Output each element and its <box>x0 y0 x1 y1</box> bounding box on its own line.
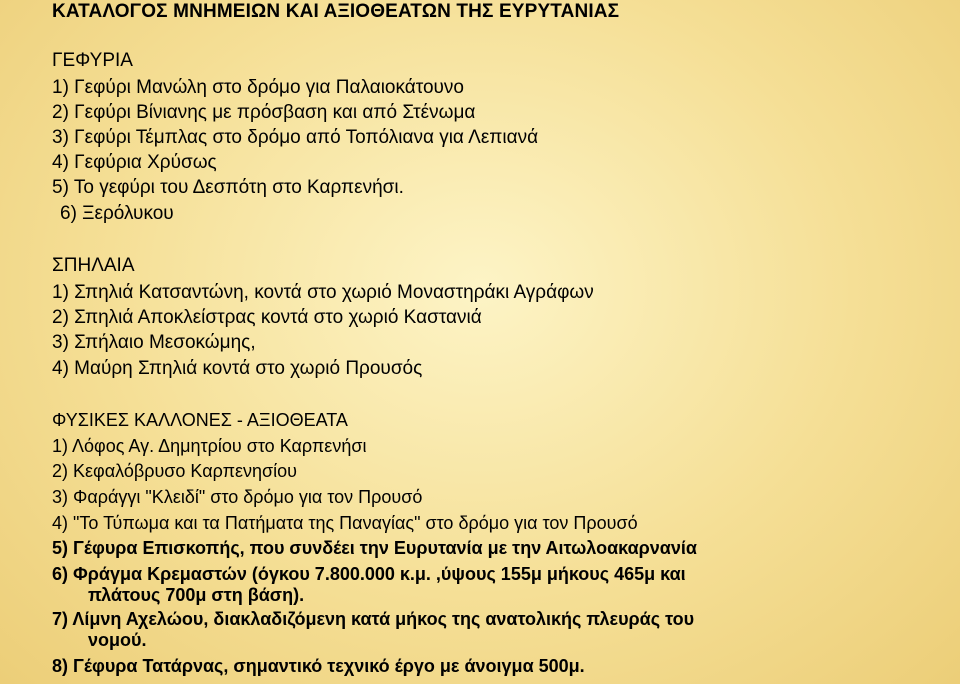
bridge-item-3: 3) Γεφύρι Τέμπλας στο δρόμο από Τοπόλιανα για Λεπιανά <box>52 127 539 148</box>
cave-item-3: 3) Σπήλαιο Μεσοκώμης, <box>52 332 256 353</box>
bridge-item-4: 4) Γεφύρια Χρύσως <box>52 152 217 173</box>
natural-item-7: 7) Λίμνη Αχελώου, διακλαδιζόμενη κατά μήκος της ανατολικής πλευράς του <box>52 609 695 629</box>
natural-item-7-continuation: νομού. <box>88 630 147 650</box>
bridge-item-1: 1) Γεφύρι Μανώλη στο δρόμο για Παλαιοκάτουνο <box>52 77 464 98</box>
natural-item-4: 4) "Το Τύπωμα και τα Πατήματα της Παναγίας" στο δρόμο για τον Προυσό <box>52 513 638 533</box>
bridge-item-6: 6) Ξερόλυκου <box>60 203 174 224</box>
bridge-item-2: 2) Γεφύρι Βίνιανης με πρόσβαση και από Στένωμα <box>52 102 476 123</box>
natural-item-3: 3) Φαράγγι "Κλειδί" στο δρόμο για τον Προυσό <box>52 487 423 507</box>
natural-item-6: 6) Φράγμα Κρεμαστών (όγκου 7.800.000 κ.μ. ,ύψους 155μ μήκους 465μ και <box>52 564 686 584</box>
section-heading-bridges: ΓΕΦΥΡΙΑ <box>52 50 133 71</box>
natural-item-2: 2) Κεφαλόβρυσο Καρπενησίου <box>52 461 298 481</box>
section-heading-caves: ΣΠΗΛΑΙΑ <box>52 255 135 276</box>
natural-item-8: 8) Γέφυρα Τατάρνας, σημαντικό τεχνικό έργο με άνοιγμα 500μ. <box>52 656 585 676</box>
section-heading-natural: ΦΥΣΙΚΕΣ ΚΑΛΛΟΝΕΣ - ΑΞΙΟΘΕΑΤΑ <box>52 410 348 430</box>
cave-item-4: 4) Μαύρη Σπηλιά κοντά στο χωριό Προυσός <box>52 358 423 379</box>
natural-item-6-continuation: πλάτους 700μ στη βάση). <box>88 585 305 605</box>
natural-item-1: 1) Λόφος Αγ. Δημητρίου στο Καρπενήσι <box>52 436 367 456</box>
cave-item-1: 1) Σπηλιά Κατσαντώνη, κοντά στο χωριό Μοναστηράκι Αγράφων <box>52 282 594 303</box>
bridge-item-5: 5) Το γεφύρι του Δεσπότη στο Καρπενήσι. <box>52 177 404 198</box>
page-title: ΚΑΤΑΛΟΓΟΣ ΜΝΗΜΕΙΩΝ ΚΑΙ ΑΞΙΟΘΕΑΤΩΝ ΤΗΣ ΕΥΡΥΤΑΝΙΑΣ <box>52 1 620 22</box>
natural-item-5: 5) Γέφυρα Επισκοπής, που συνδέει την Ευρυτανία με την Αιτωλοακαρνανία <box>52 538 697 558</box>
cave-item-2: 2) Σπηλιά Αποκλείστρας κοντά στο χωριό Καστανιά <box>52 307 482 328</box>
